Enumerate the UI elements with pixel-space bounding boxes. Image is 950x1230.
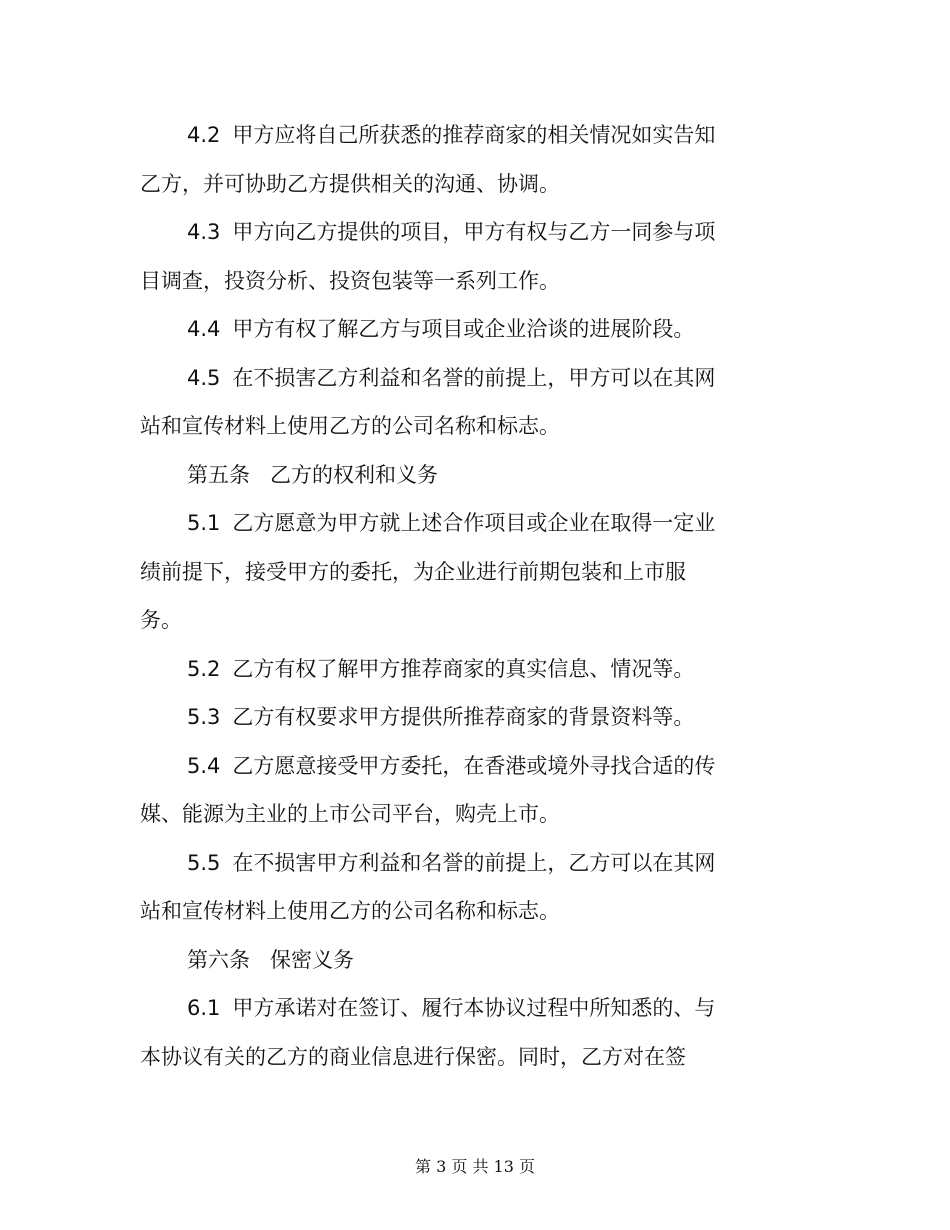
clause-text: 站和宣传材料上使用乙方的公司名称和标志。	[140, 414, 560, 438]
article-5-heading	[140, 451, 755, 500]
clause-text: 目调查，投资分析、投资包装等一系列工作。	[140, 268, 560, 293]
clause-text: 在不损害乙方利益和名誉的前提上，甲方可以在其网	[232, 365, 716, 390]
clause-6-1	[140, 984, 755, 1081]
article-number: 第五条	[187, 462, 250, 487]
article-title: 乙方的权利和义务	[270, 462, 438, 487]
clause-5-4	[140, 742, 755, 839]
clause-number: 5.2	[187, 656, 221, 681]
clause-text: 乙方愿意为甲方就上述合作项目或企业在取得一定业	[232, 511, 716, 535]
clause-4-4	[140, 305, 755, 354]
page-number-footer: 第 3 页 共 13 页	[415, 1157, 535, 1176]
document-body	[140, 111, 755, 1081]
clause-text: 绩前提下，接受甲方的委托，为企业进行前期包装和上市服	[140, 559, 686, 584]
clause-5-2	[140, 645, 755, 694]
clause-number: 6.1	[187, 996, 221, 1020]
clause-text: 甲方向乙方提供的项目，甲方有权与乙方一同参与项	[232, 220, 716, 244]
clause-number: 5.3	[187, 705, 221, 729]
clause-5-3	[140, 693, 755, 742]
clause-text: 乙方有权要求甲方提供所推荐商家的背景资料等。	[232, 705, 695, 729]
clause-number: 5.5	[187, 850, 221, 875]
clause-text: 在不损害甲方利益和名誉的前提上，乙方可以在其网	[232, 850, 716, 875]
article-number: 第六条	[187, 947, 250, 972]
clause-text: 媒、能源为主业的上市公司平台，购壳上市。	[140, 802, 560, 826]
article-title: 保密义务	[270, 947, 354, 972]
clause-text: 甲方有权了解乙方与项目或企业洽谈的进展阶段。	[232, 317, 695, 341]
article-6-heading	[140, 936, 755, 985]
clause-text: 甲方承诺对在签订、履行本协议过程中所知悉的、与	[232, 996, 716, 1020]
clause-4-5	[140, 354, 755, 451]
clause-text: 乙方，并可协助乙方提供相关的沟通、协调。	[140, 171, 560, 196]
clause-text: 乙方有权了解甲方推荐商家的真实信息、情况等。	[232, 656, 695, 681]
clause-text: 站和宣传材料上使用乙方的公司名称和标志。	[140, 899, 560, 923]
clause-number: 5.4	[187, 753, 221, 778]
clause-4-2	[140, 111, 755, 208]
clause-5-1	[140, 499, 755, 645]
clause-5-5	[140, 839, 755, 936]
clause-number: 5.1	[187, 511, 221, 535]
clause-number: 4.2	[187, 123, 221, 147]
clause-text: 务。	[140, 608, 182, 632]
clause-text: 本协议有关的乙方的商业信息进行保密。同时，乙方对在签	[140, 1044, 686, 1069]
clause-number: 4.4	[187, 317, 221, 341]
clause-4-3	[140, 208, 755, 305]
clause-number: 4.5	[187, 365, 221, 390]
clause-number: 4.3	[187, 220, 221, 244]
clause-text: 甲方应将自己所获悉的推荐商家的相关情况如实告知	[232, 123, 716, 147]
clause-text: 乙方愿意接受甲方委托，在香港或境外寻找合适的传	[232, 753, 716, 778]
